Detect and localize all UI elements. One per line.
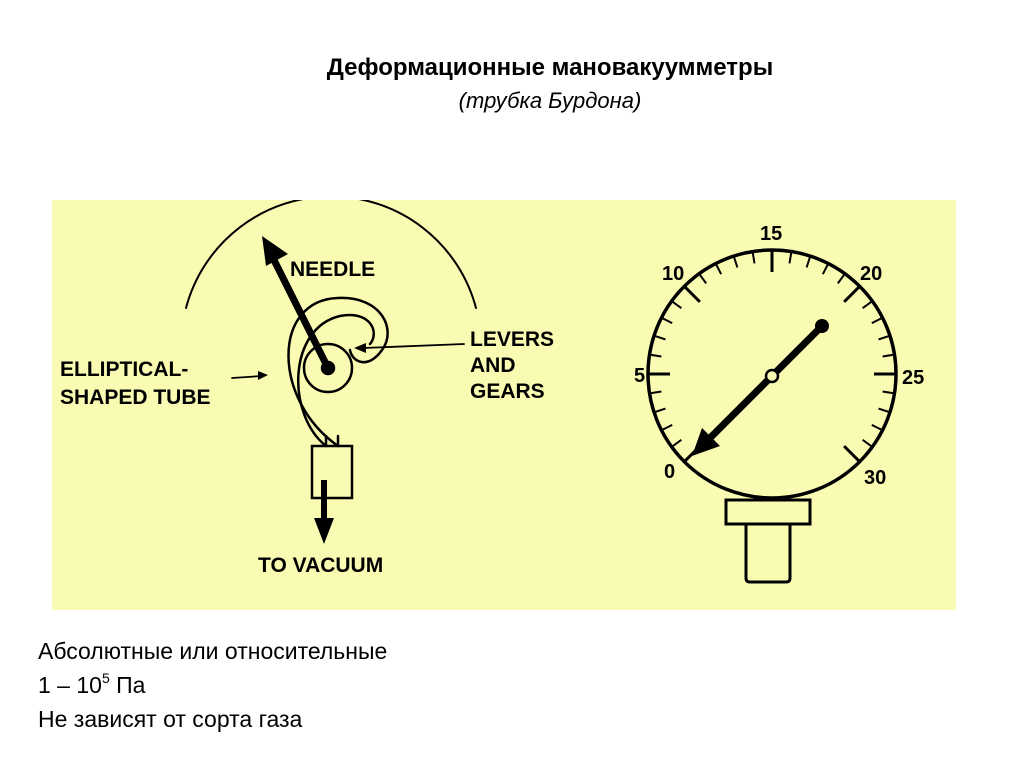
gauge-pointer-pivot <box>766 370 778 382</box>
gauge-scale-label-30: 30 <box>864 467 887 489</box>
dial-arc <box>186 200 476 308</box>
tube-label-line1: ELLIPTICAL- <box>60 358 189 381</box>
vacuum-label: TO VACUUM <box>258 554 384 577</box>
slide-subtitle: (трубка Бурдона) <box>458 88 642 113</box>
gauge-scale-label-20: 20 <box>860 263 883 285</box>
range-exponent: 5 <box>101 670 110 686</box>
gauge-scale-label-5: 5 <box>634 365 646 387</box>
levers-label-line3: GEARS <box>470 380 545 403</box>
vacuum-arrowhead <box>314 518 334 544</box>
needle-label: NEEDLE <box>290 258 376 281</box>
slide-title: Деформационные мановакуумметры <box>326 54 774 81</box>
body-line-measurement-type: Абсолютные или относительные <box>38 638 388 664</box>
bourdon-tube-figure <box>52 200 956 610</box>
gauge-socket <box>726 500 810 524</box>
gauge-stem <box>746 524 790 582</box>
gauge-scale-label-15: 15 <box>760 223 783 245</box>
tube-connector <box>312 446 352 498</box>
pressure-gauge <box>648 250 896 582</box>
body-line-gas-independence: Не зависят от сорта газа <box>38 706 303 732</box>
gauge-pointer-tail <box>815 319 829 333</box>
levers-leader-arrow <box>354 343 366 353</box>
body-line-range <box>38 672 145 699</box>
tube-label-line2: SHAPED TUBE <box>60 386 211 409</box>
levers-label-line2: AND <box>470 354 516 377</box>
range-unit: Па <box>109 672 146 698</box>
levers-leader <box>364 344 464 348</box>
tube-leader <box>232 376 262 378</box>
gauge-scale-label-25: 25 <box>902 367 925 389</box>
bourdon-tube-diagram <box>52 200 956 610</box>
tube-leader-arrow <box>258 371 268 380</box>
levers-label-line1: LEVERS <box>470 328 555 351</box>
mechanism-diagram <box>186 200 476 544</box>
range-prefix: 1 – 10 <box>38 672 102 698</box>
gauge-scale-label-0: 0 <box>664 461 676 483</box>
gauge-scale-label-10: 10 <box>662 263 685 285</box>
